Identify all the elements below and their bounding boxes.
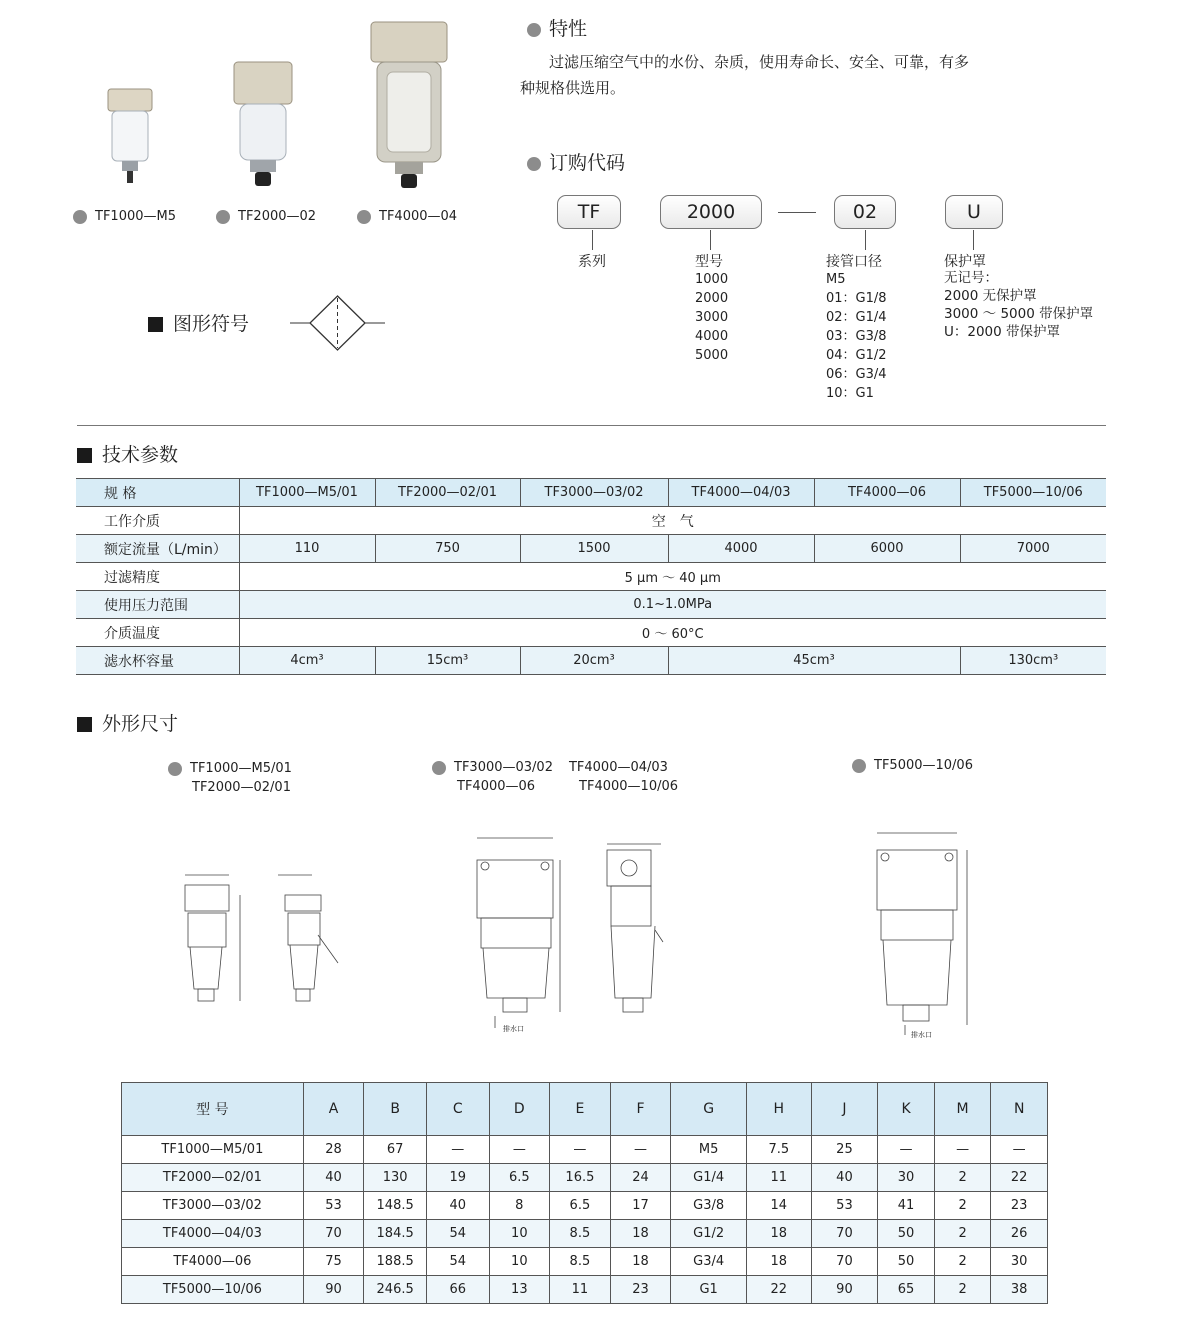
bullet-icon bbox=[527, 23, 541, 37]
spec-row-flow bbox=[76, 535, 1106, 563]
dimension-drawing-medium bbox=[455, 830, 690, 1035]
bullet-icon bbox=[432, 761, 446, 775]
filter-symbol-icon bbox=[290, 294, 385, 352]
spec-value: 130cm³ bbox=[960, 647, 1106, 675]
spec-value: 0 ～ 60°C bbox=[239, 619, 1106, 647]
bullet-icon bbox=[357, 210, 371, 224]
spec-row-cup bbox=[76, 647, 1106, 675]
product-label: TF2000—02 bbox=[238, 209, 317, 224]
spec-row-medium bbox=[76, 507, 1106, 535]
dim-value-cell: 8.5 bbox=[550, 1220, 611, 1248]
dim-value-cell: — bbox=[610, 1136, 671, 1164]
spec-value: 15cm³ bbox=[375, 647, 520, 675]
dim-header-cell: 型 号 bbox=[122, 1083, 304, 1136]
spec-label: 介质温度 bbox=[76, 619, 239, 647]
dim-value-cell: 17 bbox=[610, 1192, 671, 1220]
dimension-drawing-large bbox=[855, 825, 985, 1035]
dim-value-cell: 2 bbox=[934, 1248, 991, 1276]
dim-model-cell: TF1000—M5/01 bbox=[122, 1136, 304, 1164]
dim-value-cell: 2 bbox=[934, 1276, 991, 1304]
dim-value-cell: 24 bbox=[610, 1164, 671, 1192]
features-text-1: 过滤压缩空气中的水份、杂质，使用寿命长、安全、可靠，有多 bbox=[549, 53, 970, 71]
order-dash bbox=[778, 212, 816, 213]
order-box-port: 02 bbox=[834, 195, 896, 229]
dim-header-cell: G bbox=[671, 1083, 747, 1136]
dim-value-cell: 30 bbox=[878, 1164, 935, 1192]
square-bullet-icon bbox=[77, 717, 92, 732]
dim-value-cell: 75 bbox=[303, 1248, 364, 1276]
dim-value-cell: 90 bbox=[811, 1276, 878, 1304]
product-label: TF1000—M5 bbox=[95, 209, 176, 224]
dim-value-cell: 90 bbox=[303, 1276, 364, 1304]
dimensions-heading bbox=[77, 709, 178, 736]
dim-value-cell: 10 bbox=[489, 1220, 550, 1248]
dim-group-2 bbox=[432, 758, 678, 796]
dim-group-label: TF1000—M5/01 bbox=[190, 761, 292, 776]
connector-line bbox=[973, 230, 974, 250]
dim-header-cell: N bbox=[991, 1083, 1048, 1136]
series-label: 系列 bbox=[578, 254, 606, 270]
dim-value-cell: 40 bbox=[811, 1164, 878, 1192]
table-row bbox=[122, 1276, 1048, 1304]
dim-model-cell: TF4000—04/03 bbox=[122, 1220, 304, 1248]
dim-value-cell: 148.5 bbox=[364, 1192, 427, 1220]
features-title: 特性 bbox=[549, 18, 588, 40]
symbol-heading bbox=[148, 309, 249, 336]
dim-group-label: TF4000—06 bbox=[457, 779, 536, 794]
dim-value-cell: 6.5 bbox=[550, 1192, 611, 1220]
dim-value-cell: 40 bbox=[426, 1192, 489, 1220]
spec-row-temp bbox=[76, 619, 1106, 647]
spec-header-cell: TF5000—10/06 bbox=[960, 479, 1106, 507]
dim-value-cell: 18 bbox=[747, 1248, 812, 1276]
spec-header-cell: TF4000—04/03 bbox=[668, 479, 814, 507]
dim-value-cell: 19 bbox=[426, 1164, 489, 1192]
dim-table-body bbox=[122, 1136, 1048, 1304]
dim-header-row bbox=[122, 1083, 1048, 1136]
bullet-icon bbox=[852, 759, 866, 773]
table-row bbox=[122, 1136, 1048, 1164]
connector-line bbox=[865, 230, 866, 250]
dim-value-cell: 28 bbox=[303, 1136, 364, 1164]
product-caption-2 bbox=[216, 209, 316, 224]
dim-header-cell: J bbox=[811, 1083, 878, 1136]
spec-heading bbox=[77, 440, 178, 467]
dim-value-cell: 11 bbox=[550, 1276, 611, 1304]
dim-value-cell: — bbox=[426, 1136, 489, 1164]
dim-group-1 bbox=[168, 759, 292, 797]
bullet-icon bbox=[73, 210, 87, 224]
dim-value-cell: 188.5 bbox=[364, 1248, 427, 1276]
port-label: 接管口径 bbox=[826, 254, 882, 270]
spec-title: 技术参数 bbox=[102, 444, 179, 466]
spec-header-cell: 规 格 bbox=[76, 479, 239, 507]
dim-value-cell: 30 bbox=[991, 1248, 1048, 1276]
dim-model-cell: TF4000—06 bbox=[122, 1248, 304, 1276]
dim-group-label: TF3000—03/02 bbox=[454, 760, 553, 775]
guard-list: 无记号： 2000 无保护罩 3000 ～ 5000 带保护罩 U：2000 带保护罩 bbox=[944, 270, 1094, 340]
dim-value-cell: 7.5 bbox=[747, 1136, 812, 1164]
dim-value-cell: 40 bbox=[303, 1164, 364, 1192]
spec-table bbox=[76, 478, 1106, 675]
port-list: M5 01：G1/8 02：G1/4 03：G3/8 04：G1/2 06：G3/4 10：G1 bbox=[826, 272, 887, 401]
dim-value-cell: 23 bbox=[991, 1192, 1048, 1220]
order-title: 订购代码 bbox=[549, 152, 626, 174]
dim-model-cell: TF5000—10/06 bbox=[122, 1276, 304, 1304]
model-list: 1000 2000 3000 4000 5000 bbox=[695, 272, 729, 363]
symbol-title: 图形符号 bbox=[173, 313, 250, 335]
dim-value-cell: 65 bbox=[878, 1276, 935, 1304]
bullet-icon bbox=[527, 157, 541, 171]
product-photo-tf2000 bbox=[228, 58, 298, 190]
table-row bbox=[122, 1220, 1048, 1248]
table-row bbox=[122, 1248, 1048, 1276]
dim-value-cell: — bbox=[550, 1136, 611, 1164]
bullet-icon bbox=[168, 762, 182, 776]
dim-value-cell: 184.5 bbox=[364, 1220, 427, 1248]
dim-value-cell: 38 bbox=[991, 1276, 1048, 1304]
dim-group-label: TF4000—10/06 bbox=[579, 779, 679, 794]
spec-header-row bbox=[76, 479, 1106, 507]
square-bullet-icon bbox=[148, 317, 163, 332]
dim-value-cell: — bbox=[489, 1136, 550, 1164]
dimensions-title: 外形尺寸 bbox=[102, 713, 179, 735]
dim-value-cell: 25 bbox=[811, 1136, 878, 1164]
square-bullet-icon bbox=[77, 448, 92, 463]
dim-value-cell: 54 bbox=[426, 1248, 489, 1276]
spec-value: 45cm³ bbox=[668, 647, 960, 675]
drain-label: 排水口 bbox=[503, 1025, 524, 1033]
spec-value: 4cm³ bbox=[239, 647, 375, 675]
order-box-model: 2000 bbox=[660, 195, 762, 229]
dim-value-cell: 11 bbox=[747, 1164, 812, 1192]
dim-group-label: TF2000—02/01 bbox=[192, 780, 291, 795]
dimension-table bbox=[121, 1082, 1048, 1304]
spec-label: 额定流量（L/min） bbox=[76, 535, 239, 563]
dim-value-cell: 66 bbox=[426, 1276, 489, 1304]
spec-value: 6000 bbox=[814, 535, 960, 563]
dim-value-cell: 23 bbox=[610, 1276, 671, 1304]
dim-header-cell: M bbox=[934, 1083, 991, 1136]
product-caption-1 bbox=[73, 209, 176, 224]
dim-value-cell: 54 bbox=[426, 1220, 489, 1248]
dim-group-label: TF5000—10/06 bbox=[874, 758, 973, 773]
dim-value-cell: 14 bbox=[747, 1192, 812, 1220]
guard-label: 保护罩 bbox=[944, 254, 986, 270]
dim-group-3 bbox=[852, 758, 973, 773]
dim-value-cell: 41 bbox=[878, 1192, 935, 1220]
dim-value-cell: 8 bbox=[489, 1192, 550, 1220]
dim-value-cell: — bbox=[991, 1136, 1048, 1164]
dim-value-cell: 70 bbox=[811, 1220, 878, 1248]
dim-value-cell: 246.5 bbox=[364, 1276, 427, 1304]
dim-value-cell: 8.5 bbox=[550, 1248, 611, 1276]
dim-group-label: TF4000—04/03 bbox=[568, 760, 668, 775]
dim-header-cell: F bbox=[610, 1083, 671, 1136]
dim-header-cell: D bbox=[489, 1083, 550, 1136]
dim-value-cell: G1 bbox=[671, 1276, 747, 1304]
table-row bbox=[122, 1164, 1048, 1192]
spec-label: 滤水杯容量 bbox=[76, 647, 239, 675]
spec-value: 5 μm ～ 40 μm bbox=[239, 563, 1106, 591]
dim-value-cell: 18 bbox=[610, 1220, 671, 1248]
dim-value-cell: 2 bbox=[934, 1164, 991, 1192]
spec-row-pressure bbox=[76, 591, 1106, 619]
dim-value-cell: G1/4 bbox=[671, 1164, 747, 1192]
dim-value-cell: 26 bbox=[991, 1220, 1048, 1248]
dim-header-cell: K bbox=[878, 1083, 935, 1136]
dim-value-cell: 22 bbox=[747, 1276, 812, 1304]
dim-value-cell: — bbox=[878, 1136, 935, 1164]
divider bbox=[77, 425, 1106, 426]
dim-value-cell: 53 bbox=[303, 1192, 364, 1220]
spec-value: 750 bbox=[375, 535, 520, 563]
spec-label: 过滤精度 bbox=[76, 563, 239, 591]
dimension-drawing-small bbox=[160, 865, 350, 1015]
table-row bbox=[122, 1192, 1048, 1220]
dim-value-cell: 18 bbox=[747, 1220, 812, 1248]
features-heading bbox=[527, 14, 587, 41]
dim-value-cell: 130 bbox=[364, 1164, 427, 1192]
dim-value-cell: 2 bbox=[934, 1220, 991, 1248]
dim-value-cell: G3/4 bbox=[671, 1248, 747, 1276]
dim-value-cell: 53 bbox=[811, 1192, 878, 1220]
dim-value-cell: 70 bbox=[303, 1220, 364, 1248]
dim-model-cell: TF3000—03/02 bbox=[122, 1192, 304, 1220]
dim-value-cell: 13 bbox=[489, 1276, 550, 1304]
dim-value-cell: 6.5 bbox=[489, 1164, 550, 1192]
dim-header-cell: C bbox=[426, 1083, 489, 1136]
drain-label: 排水口 bbox=[911, 1031, 932, 1039]
spec-label: 工作介质 bbox=[76, 507, 239, 535]
product-photo-tf1000 bbox=[100, 85, 160, 190]
features-text-2: 种规格供选用。 bbox=[520, 79, 626, 97]
product-caption-3 bbox=[357, 209, 457, 224]
dim-header-cell: H bbox=[747, 1083, 812, 1136]
spec-row-precision bbox=[76, 563, 1106, 591]
dim-value-cell: 50 bbox=[878, 1248, 935, 1276]
spec-header-cell: TF3000—03/02 bbox=[520, 479, 668, 507]
dim-value-cell: G3/8 bbox=[671, 1192, 747, 1220]
order-heading bbox=[527, 148, 625, 175]
dim-value-cell: 50 bbox=[878, 1220, 935, 1248]
dim-header-cell: B bbox=[364, 1083, 427, 1136]
spec-value: 20cm³ bbox=[520, 647, 668, 675]
dim-value-cell: 70 bbox=[811, 1248, 878, 1276]
spec-value: 110 bbox=[239, 535, 375, 563]
dim-value-cell: M5 bbox=[671, 1136, 747, 1164]
spec-header-cell: TF2000—02/01 bbox=[375, 479, 520, 507]
dim-value-cell: 67 bbox=[364, 1136, 427, 1164]
dim-value-cell: 16.5 bbox=[550, 1164, 611, 1192]
bullet-icon bbox=[216, 210, 230, 224]
dim-model-cell: TF2000—02/01 bbox=[122, 1164, 304, 1192]
product-label: TF4000—04 bbox=[379, 209, 458, 224]
dim-header-cell: E bbox=[550, 1083, 611, 1136]
spec-value: 0.1~1.0MPa bbox=[239, 591, 1106, 619]
dim-header-cell: A bbox=[303, 1083, 364, 1136]
order-box-series: TF bbox=[557, 195, 621, 229]
order-box-guard: U bbox=[945, 195, 1003, 229]
dim-value-cell: G1/2 bbox=[671, 1220, 747, 1248]
connector-line bbox=[592, 230, 593, 250]
dim-value-cell: 2 bbox=[934, 1192, 991, 1220]
model-label: 型号 bbox=[695, 254, 723, 270]
spec-label: 使用压力范围 bbox=[76, 591, 239, 619]
dim-value-cell: — bbox=[934, 1136, 991, 1164]
spec-header-cell: TF1000—M5/01 bbox=[239, 479, 375, 507]
dim-value-cell: 10 bbox=[489, 1248, 550, 1276]
spec-value: 7000 bbox=[960, 535, 1106, 563]
dim-value-cell: 18 bbox=[610, 1248, 671, 1276]
spec-header-cell: TF4000—06 bbox=[814, 479, 960, 507]
spec-value: 4000 bbox=[668, 535, 814, 563]
dim-value-cell: 22 bbox=[991, 1164, 1048, 1192]
spec-value: 空 气 bbox=[239, 507, 1106, 535]
product-photo-tf4000 bbox=[365, 18, 453, 190]
connector-line bbox=[710, 230, 711, 250]
spec-value: 1500 bbox=[520, 535, 668, 563]
